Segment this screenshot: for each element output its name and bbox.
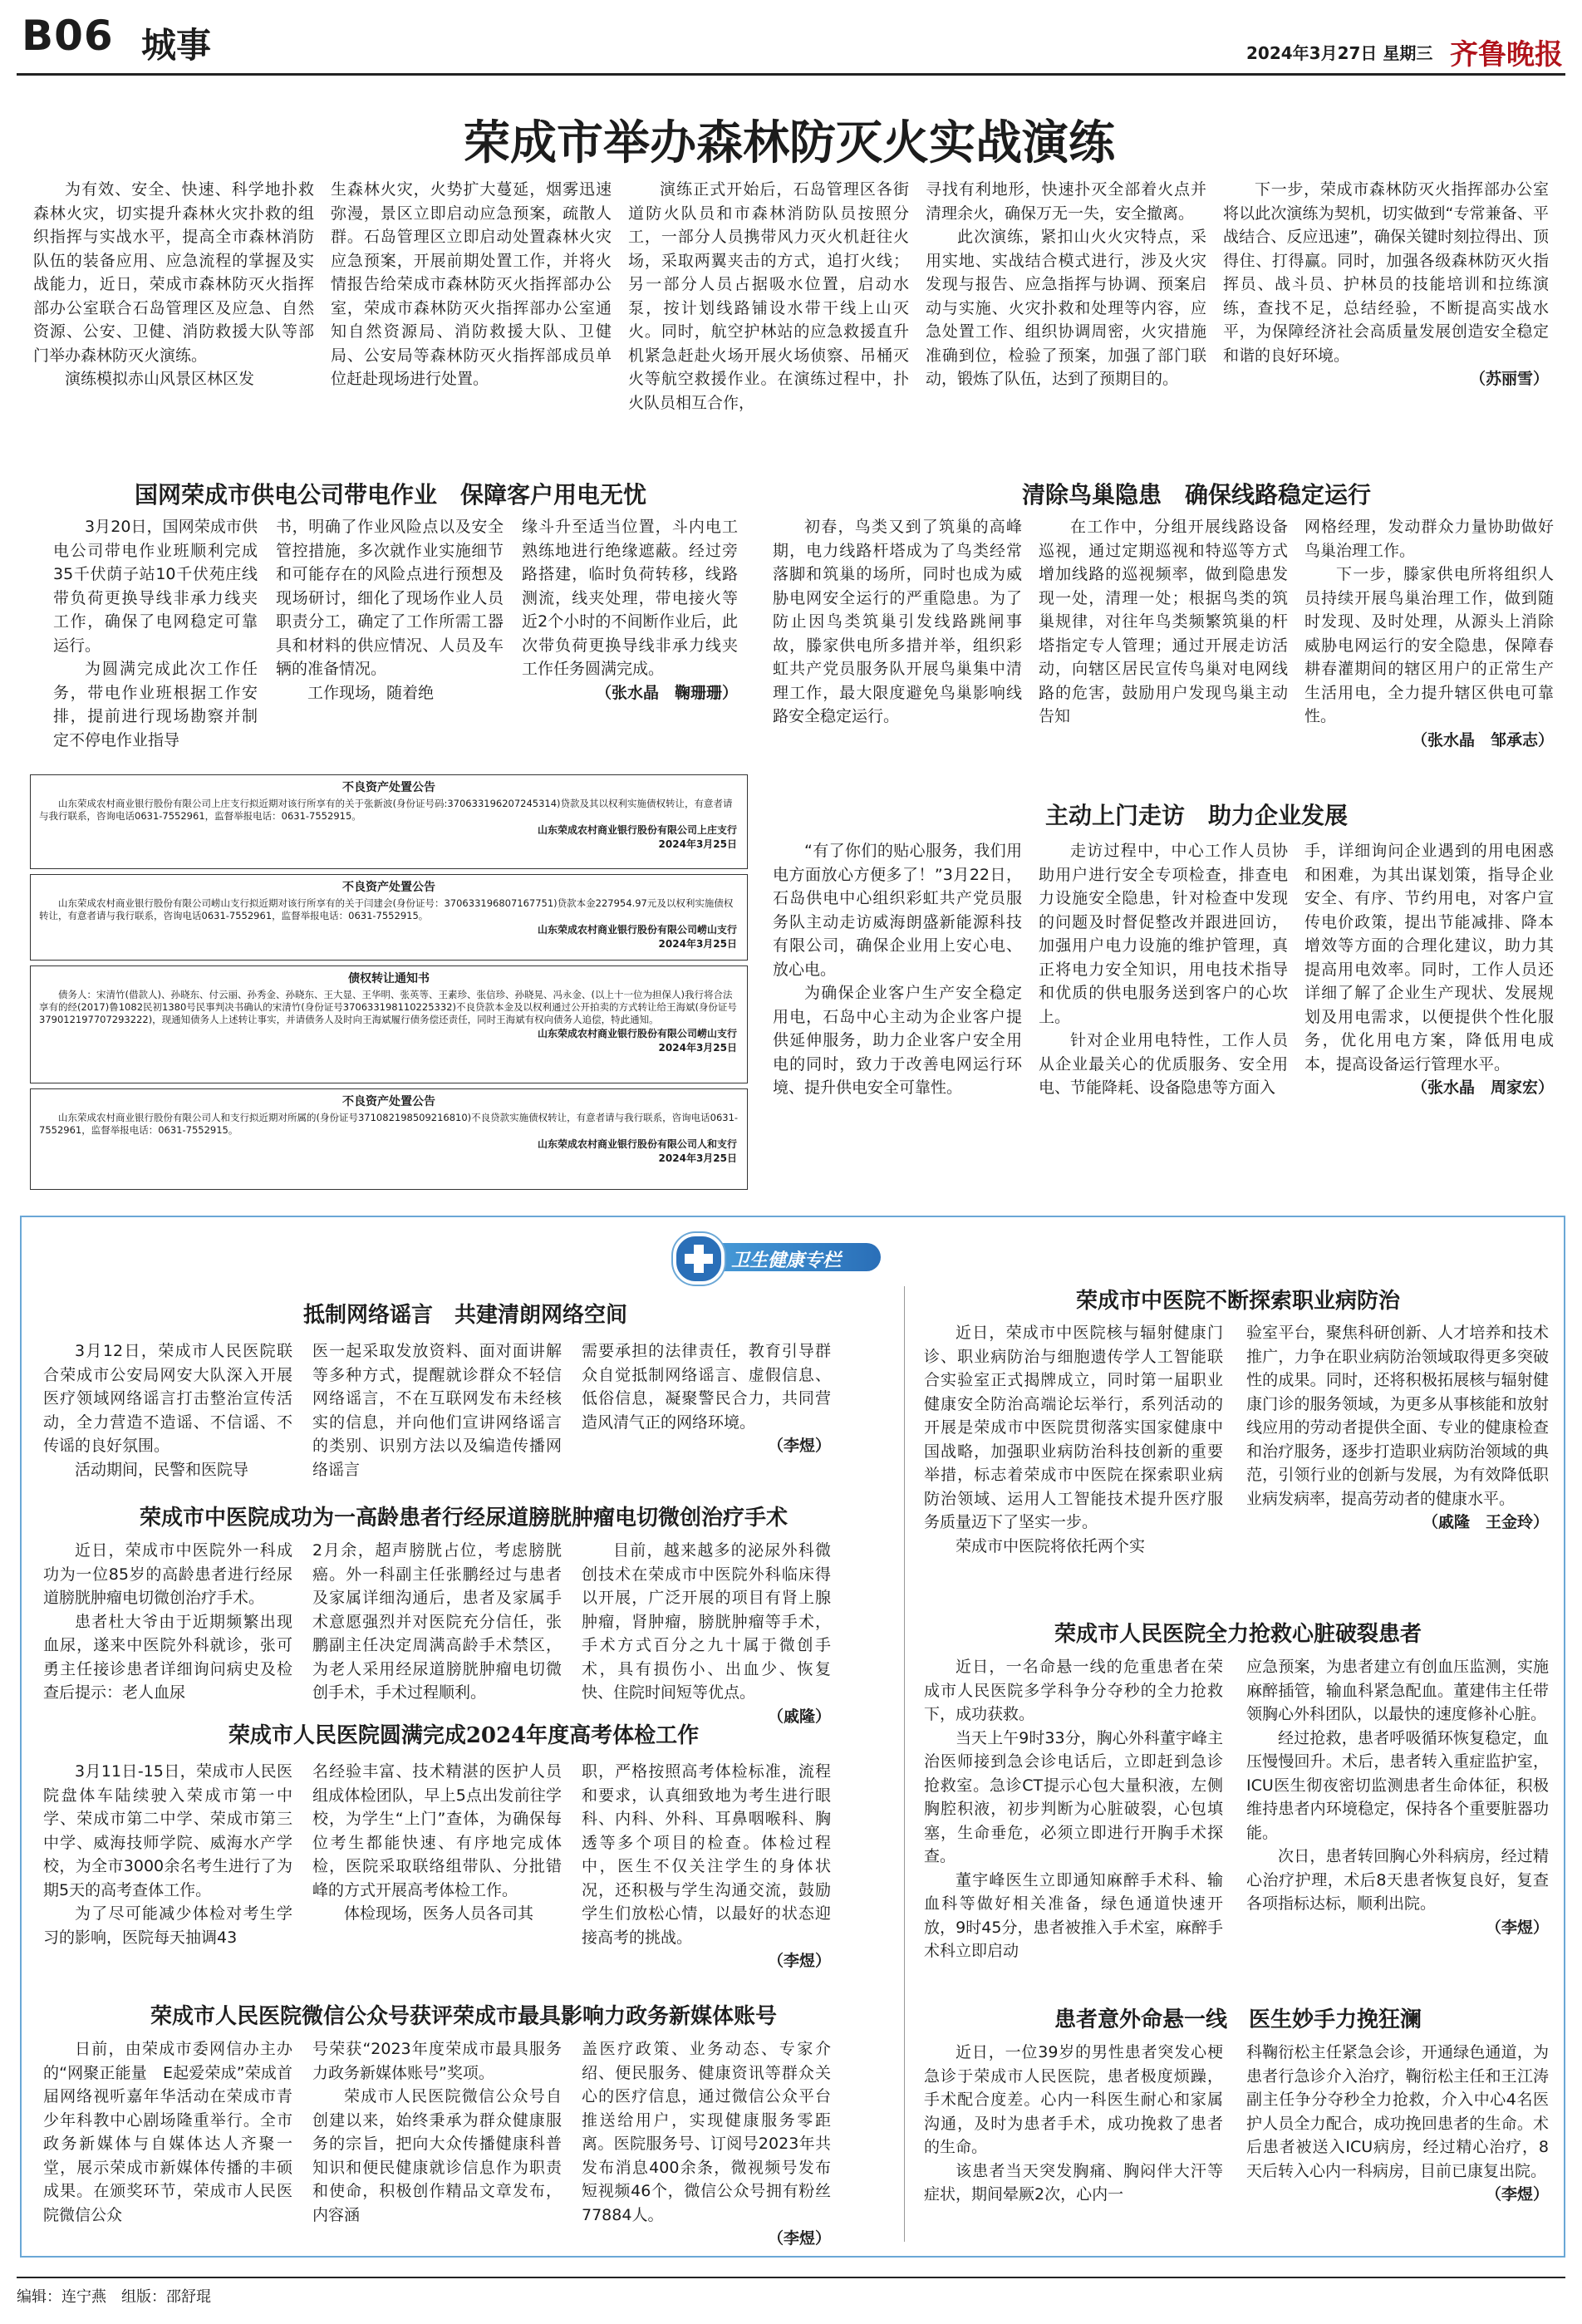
health-a4-col-3: 盖医疗政策、业务动态、专家介绍、便民服务、健康资讯等群众关心的医疗信息，通过微信公众平台推送给用户，实现健康服务零距离。医院服务号、订阅号2023年共发布消息400余条，微视频号发布短视频46个，微信公众号拥有粉丝77884人。 （李煜） xyxy=(582,2040,831,2248)
grid-headline: 国网荣成市供电公司带电作业 保障客户用电无忧 xyxy=(134,481,646,509)
health-cross-icon xyxy=(673,1233,725,1285)
issue-date: 2024年3月27日 星期三 xyxy=(1246,43,1433,63)
lead-byline: （苏丽雪） xyxy=(1469,370,1549,388)
health-a3-headline: 荣成市人民医院圆满完成2024年度高考体检工作 xyxy=(228,1723,700,1748)
visit-col-3: 手，详细询问企业遇到的用电困惑和困难，为其出谋划策，指导企业安全、有序、节约用电，对客户宣传电价政策，提出节能减排、降本增效等方面的合理化建议，助力其提高用电效率。同时，工作人员还详细了解了企业生产现状、发展规划及用电需求，以便提供个性化服务，优化用电方案，降低用电成本，提高设备运行管理水平。 （张水晶 周家宏） xyxy=(1304,839,1554,1100)
page-number: B06 xyxy=(22,12,114,60)
health-a3-col-3: 职，严格按照高考体检标准，流程和要求，认真细致地为考生进行眼科、内科、外科、耳鼻咽喉科、胸透等多个项目的检查。体检过程中，医生不仅关注学生的身体状况，还积极与学生沟通交流，鼓励学生们放松心情，以最好的状态迎接高考的挑战。 （李煜） xyxy=(582,1762,831,1970)
health-a1-col-1: 3月12日，荣成市人民医院联合荣成市公安局网安大队深入开展医疗领域网络谣言打击整治宣传活动，全力营造不造谣、不信谣、不传谣的良好氛围。 活动期间，民警和医院导 xyxy=(43,1342,292,1479)
health-a5-col-2: 验室平台，聚焦科研创新、人才培养和技术推广，力争在职业病防治领域取得更多突破性的成果。同时，还将积极拓展核与辐射健康门诊的服务领域，为更多从事核能和放射线应用的劳动者提供全面、专业的健康检查和治疗服务，逐步打造职业病防治领域的典范，引领行业的创新与发展，为有效降低职业病发病率，提高劳动者的健康水平。 （戚隆 王金玲） xyxy=(1246,1324,1549,1531)
visit-byline: （张水晶 周家宏） xyxy=(1411,1078,1554,1097)
notice-4: 不良资产处置公告 山东荣成农村商业银行股份有限公司人和支行拟近期对所属的(身份证号371082198509216810)不良贷款实施债权转让，有意者请与我行联系，咨询电话0631-7552961，监督举报电话：0631-7552915。 山东荣成农村商业银行股份有限公司人和支行 2024年3月25日 xyxy=(30,1088,748,1190)
birds-headline: 清除鸟巢隐患 确保线路稳定运行 xyxy=(1021,481,1371,509)
birds-col-3: 网格经理，发动群众力量协助做好鸟巢治理工作。 下一步，滕家供电所将组织人员持续开展鸟巢治理工作，做到随时发现、及时处理，从源头上消除威胁电网运行的安全隐患，保障春耕春灌期间的辖区用户的正常生产生活用电，全力提升辖区供电可靠性。 （张水晶 邹承志） xyxy=(1304,515,1554,752)
health-a7-col-1: 近日，一位39岁的男性患者突发心梗急诊于荣成市人民医院，患者极度烦躁，手术配合度差。心内一科医生耐心和家属沟通，及时为患者手术，成功挽救了患者的生命。 该患者当天突发胸痛、胸闷伴大汗等症状，期间晕厥2次，心内一 xyxy=(924,2043,1223,2204)
notice-3: 债权转让通知书 债务人：宋清竹(借款人)、孙晓东、付云丽、孙秀金、孙晓东、王大显、王华明、张英等、王素珍、张信珍、孙晓晃、冯永金、(以上十一位为担保人)我行将合法享有的经(2017)鲁1082民初1380号民事判决书确认的宋清竹(身份证号370633198110225332)不良贷款本金及以权利通过公开拍卖的方式转让给王海斌(身份证号379012197707293222)，现通知债务人上述转让事实，并请债务人及时向王海斌履行债务偿还责任，同时王海斌有权向债务人追偿，特此通知。 山东荣成农村商业银行股份有限公司崂山支行 2024年3月25日 xyxy=(30,965,748,1083)
health-a1-col-2: 医一起采取发放资料、面对面讲解等多种方式，提醒就诊群众不轻信网络谣言，不在互联网发布未经核实的信息，并向他们宣讲网络谣言的类别、识别方法以及编造传播网络谣言 xyxy=(312,1342,562,1479)
health-column-divider xyxy=(904,1286,905,2242)
health-a4-col-1: 日前，由荣成市委网信办主办的“网聚正能量 E起爱荣成”荣成首届网络视听嘉年华活动在荣成市青少年科教中心剧场隆重举行。全市政务新媒体与自媒体达人齐聚一堂，展示荣成市新媒体传播的丰硕成果。在颁奖环节，荣成市人民医院微信公众 xyxy=(43,2040,292,2224)
lead-headline: 荣成市举办森林防灭火实战演练 xyxy=(464,115,1115,170)
health-banner: 卫生健康专栏 xyxy=(673,1228,906,1278)
birds-col-2: 在工作中，分组开展线路设备巡视，通过定期巡视和特巡等方式增加线路的巡视频率，做到隐患发现一处，清理一处；根据鸟类的筑巢规律，对往年鸟类频繁筑巢的杆塔指定专人管理；通过开展走访活动，向辖区居民宣传鸟巢对电网线路的危害，鼓励用户发现鸟巢主动告知 xyxy=(1039,518,1288,725)
birds-byline: （张水晶 邹承志） xyxy=(1411,730,1554,749)
health-a6-col-2: 应急预案，为患者建立有创血压监测，实施麻醉插管，输血科紧急配血。董建伟主任带领胸心外科团队，以最快的速度修补心脏。 经过抢救，患者呼吸循环恢复稳定，血压慢慢回升。术后，患者转入重症监护室，ICU医生彻夜密切监测患者生命体征，积极维持患者内环境稳定，保持各个重要脏器功能。 次日，患者转回胸心外科病房，经过精心治疗护理，术后8天患者恢复良好，复查各项指标达标，顺利出院。 （李煜） xyxy=(1246,1658,1549,1937)
health-a5-headline: 荣成市中医院不断探索职业病防治 xyxy=(1075,1289,1400,1314)
lead-col-3: 演练正式开始后，石岛管理区各街道防火队员和市森林消防队员按照分工，一部分人员携带风力灭火机赶往火场，采取两翼夹击的方式，追打火线；另一部分人员占据吸水位置，启动水泵，按计划线路铺设水带干线上山灭火。同时，航空护林站的应急救援直升机紧急赶赴火场开展火场侦察、吊桶灭火等航空救援作业。在演练过程中，扑火队员相互合作， xyxy=(628,180,909,412)
health-a1-col-3: 需要承担的法律责任，教育引导群众自觉抵制网络谣言、虚假信息、低俗信息，凝聚警民合力，共同营造风清气正的网络环境。 （李煜） xyxy=(582,1342,831,1455)
newspaper-logo: 齐鲁晚报 xyxy=(1450,38,1563,71)
health-a2-col-2: 2月余，超声膀胱占位，考虑膀胱癌。外一科副主任张鹏经过与患者及家属详细沟通后，患者及家属手术意愿强烈并对医院充分信任，张鹏副主任决定周满高龄手术禁区，为老人采用经尿道膀胱肿瘤电切微创手术，手术过程顺利。 xyxy=(312,1541,562,1702)
health-a2-col-1: 近日，荣成市中医院外一科成功为一位85岁的高龄患者进行经尿道膀胱肿瘤电切微创治疗手术。 患者杜大爷由于近期频繁出现血尿，遂来中医院外科就诊，张可勇主任接诊患者详细询问病史及检查后提示：老人血尿 xyxy=(43,1541,292,1702)
grid-col-2: 书，明确了作业风险点以及安全管控措施，多次就作业实施细节和可能存在的风险点进行预想及现场研讨，细化了现场作业人员职责分工，确定了工作所需工器具和材料的供应情况、人员及车辆的准备情况。 工作现场，随着绝 xyxy=(276,518,504,702)
health-a2-headline: 荣成市中医院成功为一高龄患者行经尿道膀胱肿瘤电切微创治疗手术 xyxy=(139,1506,788,1530)
visit-col-1: “有了你们的贴心服务，我们用电方面放心方便多了！”3月22日，石岛供电中心组织彩虹共产党员服务队主动走访威海朗盛新能源科技有限公司，确保企业用上安心电、放心电。 为确保企业客户生产安全稳定用电，石岛中心主动为企业客户提供延伸服务，助力企业客户安全用电的同时，致力于改善电网运行环境、提升供电安全可靠性。 xyxy=(773,842,1022,1097)
grid-col-3: 缘斗升至适当位置，斗内电工熟练地进行绝缘遮蔽。经过旁路搭建，临时负荷转移，线路测流，线夹处理，带电接火等近2个小时的不间断作业后，此次带负荷更换导线非承力线夹工作任务圆满完成。 （张水晶 鞠珊珊） xyxy=(522,515,738,705)
health-a1-headline: 抵制网络谣言 共建清朗网络空间 xyxy=(302,1303,627,1328)
health-a3-col-1: 3月11日-15日，荣成市人民医院盘体车陆续驶入荣成市第一中学、荣成市第二中学、荣成市第三中学、威海技师学院、威海水产学校，为全市3000余名考生进行了为期5天的高考查体工作。 为了尽可能减少体检对考生学习的影响，医院每天抽调43 xyxy=(43,1762,292,1947)
health-a7-col-2: 科鞠衍松主任紧急会诊，开通绿色通道，为患者行急诊介入治疗，鞠衍松主任和王江涛副主任争分夺秒全力抢救，介入中心4名医护人员全力配合，成功挽回患者的生命。术后患者被送入ICU病房，经过精心治疗，8天后转入心内一科病房，目前已康复出院。 （李煜） xyxy=(1246,2043,1549,2204)
health-a4-headline: 荣成市人民医院微信公众号获评荣成市最具影响力政务新媒体账号 xyxy=(150,2004,777,2029)
lead-col-4: 寻找有利地形，快速扑灭全部着火点并清理余火，确保万无一失，安全撤离。 此次演练，紧扣山火火灾特点，采用实地、实战结合模式进行，涉及火灾发现与报告、应急指挥与协调、预案启动与实施、火灾扑救和处理等内容，应急处置工作、组织协调周密，火灾措施准确到位，检验了预案，加强了部门联动，锻炼了队伍，达到了预期目的。 xyxy=(926,180,1206,388)
section-name: 城事 xyxy=(141,25,212,66)
health-a4-col-2: 号荣获“2023年度荣成市最具服务力政务新媒体账号”奖项。 荣成市人民医院微信公众号自创建以来，始终秉承为群众健康服务的宗旨，把向大众传播健康科普知识和便民健康就诊信息作为职责和使命，积极创作精品文章发布，内容涵 xyxy=(312,2040,562,2224)
visit-col-2: 走访过程中，中心工作人员协助用户进行安全专项检查，排查电力设施安全隐患，针对检查中发现的问题及时督促整改并跟进回访，加强用户电力设施的维护管理，真正将电力安全知识，用电技术指导和优质的供电服务送到客户的心坎上。 针对企业用电特性，工作人员从企业最关心的优质服务、安全用电、节能降耗、设备隐患等方面入 xyxy=(1039,842,1288,1097)
grid-col-1: 3月20日，国网荣成市供电公司带电作业班顺利完成35千伏荫子站10千伏苑庄线带负荷更换导线非承力线夹工作，确保了电网稳定可靠运行。 为圆满完成此次工作任务，带电作业班根据工作安排，提前进行现场勘察并制定不停电作业指导 xyxy=(53,518,258,749)
grid-byline: （张水晶 鞠珊珊） xyxy=(595,683,738,702)
lead-col-1: 为有效、安全、快速、科学地扑救森林火灾，切实提升森林火灾扑救的组织指挥与实战水平，提高全市森林消防队伍的装备应用、应急流程的掌握及实战能力，近日，荣成市森林防灭火指挥部办公室联合石岛管理区及应急、自然资源、公安、卫健、消防救援大队等部门举办森林防灭火演练。 演练模拟赤山风景区林区发 xyxy=(33,180,314,388)
editor-credits: 编辑：连宁燕 组版：邵舒琨 xyxy=(17,2277,1565,2307)
notice-1: 不良资产处置公告 山东荣成农村商业银行股份有限公司上庄支行拟近期对该行所享有的关于张新波(身份证号码:370633196207245314)贷款及其以权利实施债权转让，有意者请与我行联系，咨询电话0631-7552961，监督举报电话：0631-7552915。 山东荣成农村商业银行股份有限公司上庄支行 2024年3月25日 xyxy=(30,774,748,869)
health-a5-col-1: 近日，荣成市中医院核与辐射健康门诊、职业病防治与细胞遗传学人工智能联合实验室正式揭牌成立，同时第一届职业健康安全防治高端论坛举行，系列活动的开展是荣成市中医院贯彻落实国家健康中国战略，加强职业病防治科技创新的重要举措，标志着荣成市中医院在探索职业病防治领域、运用人工智能技术提升医疗服务质量迈下了坚实一步。 荣成市中医院将依托两个实 xyxy=(924,1324,1223,1555)
birds-col-1: 初春，鸟类又到了筑巢的高峰期，电力线路杆塔成为了鸟类经常落脚和筑巢的场所，同时也成为威胁电网安全运行的严重隐患。为了防止因鸟类筑巢引发线路跳闸事故，滕家供电所多措并举，组织彩虹共产党员服务队开展鸟巢集中清理工作，最大限度避免鸟巢影响线路安全稳定运行。 xyxy=(773,518,1022,725)
health-a6-headline: 荣成市人民医院全力抢救心脏破裂患者 xyxy=(1054,1622,1422,1647)
lead-col-5: 下一步，荣成市森林防灭火指挥部办公室将以此次演练为契机，切实做到“专常兼备、平战结合、反应迅速”，确保关键时刻拉得出、顶得住、打得赢。同时，加强各级森林防灭火指挥员、战斗员、护林员的技能培训和拉练演练，查找不足，总结经验，不断提高实战水平，为保障经济社会高质量发展创造安全稳定和谐的良好环境。 （苏丽雪） xyxy=(1223,178,1549,391)
health-a3-col-2: 名经验丰富、技术精湛的医护人员组成体检团队，早上5点出发前往学校，为学生“上门”查体，为确保每位考生都能快速、有序地完成体检，医院采取联络组带队、分批错峰的方式开展高考体检工作。 体检现场，医务人员各司其 xyxy=(312,1762,562,1923)
visit-headline: 主动上门走访 助力企业发展 xyxy=(1044,802,1348,829)
lead-col-2: 生森林火灾，火势扩大蔓延，烟雾迅速弥漫，景区立即启动应急预案，疏散人群。石岛管理区立即启动处置森林火灾应急预案，开展前期处置工作，并将火情报告给荣成市森林防灭火指挥部办公室，荣成市森林防灭火指挥部办公室通知自然资源局、消防救援大队、卫健局、公安局等森林防灭火指挥部成员单位赶赴现场进行处置。 xyxy=(331,180,612,388)
health-a6-col-1: 近日，一名命悬一线的危重患者在荣成市人民医院多学科争分夺秒的全力抢救下，成功获救。 当天上午9时33分，胸心外科董宇峰主治医师接到急会诊电话后，立即赶到急诊抢救室。急诊CT提示心包大量积液，左侧胸腔积液，初步判断为心脏破裂，心包填塞，生命垂危，必须立即进行开胸手术探查。 董宇峰医生立即通知麻醉手术科、输血科等做好相关准备，绿色通道快速开放，9时45分，患者被推入手术室，麻醉手术科立即启动 xyxy=(924,1658,1223,1960)
notice-2: 不良资产处置公告 山东荣成农村商业银行股份有限公司崂山支行拟近期对该行所享有的关于闫建会(身份证号：370633196807167751)贷款本金227954.97元及以权利实施债权转让，有意者请与我行联系，咨询电话0631-7552961，监督举报电话：0631-7552915。 山东荣成农村商业银行股份有限公司崂山支行 2024年3月25日 xyxy=(30,874,748,961)
health-a2-col-3: 目前，越来越多的泌尿外科微创技术在荣成市中医院外科临床得以开展，广泛开展的项目有肾上腺肿瘤，肾肿瘤，膀胱肿瘤等手术，手术方式百分之九十属于微创手术，具有损伤小、出血少、恢复快、住院时间短等优点。 （戚隆） xyxy=(582,1541,831,1726)
health-a7-headline: 患者意外命悬一线 医生妙手力挽狂澜 xyxy=(1054,2007,1422,2032)
